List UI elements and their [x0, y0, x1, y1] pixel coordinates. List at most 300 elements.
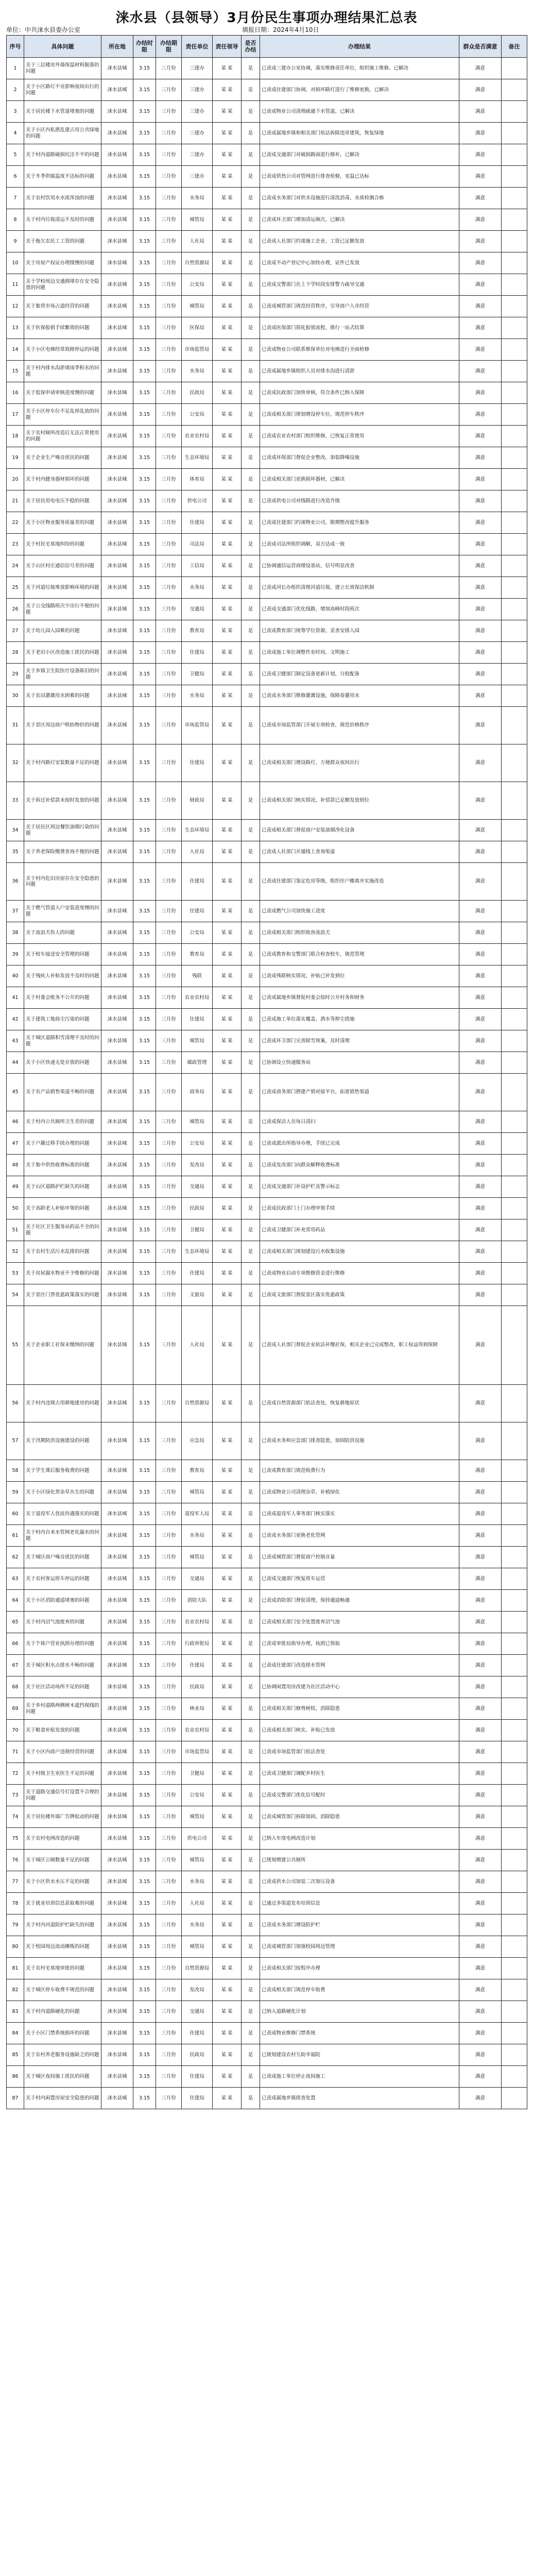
cell-issue: 关于河道垃圾堆放影响环境的问题: [24, 577, 101, 599]
cell-deadline: 3.15: [133, 555, 156, 577]
cell-remark: [502, 1785, 527, 1806]
cell-deadline: 3.15: [133, 901, 156, 922]
cell-deadline: 3.15: [133, 1979, 156, 2001]
cell-location: 涞水县城: [101, 274, 133, 296]
cell-unit: 林业局: [182, 1698, 213, 1720]
cell-remark: [502, 296, 527, 317]
cell-result: 已责成市场监管部门开展专项检查，规范价格秩序: [260, 707, 459, 744]
cell-issue: 关于学生课后服务收费的问题: [24, 1460, 101, 1482]
cell-remark: [502, 685, 527, 707]
cell-unit: 市场监管局: [182, 339, 213, 361]
cell-deadline: 3.15: [133, 1241, 156, 1263]
cell-location: 涞水县城: [101, 1676, 133, 1698]
table-row: [7, 1590, 527, 1612]
fill-date-label: 填报日期：2024年4月10日: [242, 26, 319, 33]
cell-status: 是: [242, 1893, 260, 1914]
cell-index: 3: [7, 101, 24, 123]
cell-leader: 某 某: [213, 1612, 242, 1633]
cell-satisfaction: 满意: [459, 1590, 502, 1612]
cell-location: 涞水县城: [101, 1111, 133, 1133]
cell-issue: 关于汛期防洪设施建设的问题: [24, 1422, 101, 1460]
cell-status: 是: [242, 296, 260, 317]
cell-issue: 关于城区停车收费不规范的问题: [24, 1979, 101, 2001]
cell-issue: 关于集贸市场占道经营的问题: [24, 296, 101, 317]
cell-location: 涞水县城: [101, 1385, 133, 1422]
cell-leader: 某 某: [213, 209, 242, 231]
cell-location: 涞水县城: [101, 1306, 133, 1385]
cell-result: 已责成相关部门规划建设污水收集设施: [260, 1241, 459, 1263]
cell-satisfaction: 满意: [459, 339, 502, 361]
table-row: [7, 188, 527, 209]
cell-unit: 水务局: [182, 577, 213, 599]
cell-status: 是: [242, 1460, 260, 1482]
cell-index: 74: [7, 1806, 24, 1828]
table-row: [7, 512, 527, 534]
cell-satisfaction: 满意: [459, 79, 502, 101]
cell-deadline: 3.15: [133, 1198, 156, 1219]
cell-index: 19: [7, 447, 24, 469]
cell-deadline: 3.15: [133, 863, 156, 901]
cell-leader: 某 某: [213, 1052, 242, 1074]
cell-location: 涞水县城: [101, 901, 133, 922]
cell-deadline: 3.15: [133, 1176, 156, 1198]
cell-location: 涞水县城: [101, 1785, 133, 1806]
cell-deadline: 3.15: [133, 166, 156, 188]
cell-remark: [502, 1871, 527, 1893]
cell-location: 涞水县城: [101, 1914, 133, 1936]
cell-unit: 城管局: [182, 296, 213, 317]
cell-unit: 邮政管理: [182, 1052, 213, 1074]
cell-issue: 关于粮食补贴发放的问题: [24, 1720, 101, 1741]
cell-status: 是: [242, 1741, 260, 1763]
cell-remark: [502, 1958, 527, 1979]
cell-satisfaction: 满意: [459, 382, 502, 404]
cell-leader: 某 某: [213, 1720, 242, 1741]
cell-satisfaction: 满意: [459, 1676, 502, 1698]
cell-status: 是: [242, 1198, 260, 1219]
table-row: [7, 317, 527, 339]
cell-leader: 某 某: [213, 1284, 242, 1306]
cell-remark: [502, 664, 527, 685]
cell-deadline: 3.15: [133, 642, 156, 664]
cell-deadline: 3.15: [133, 296, 156, 317]
cell-issue: 关于校车接送安全管理的问题: [24, 944, 101, 965]
cell-location: 涞水县城: [101, 1828, 133, 1850]
cell-index: 27: [7, 620, 24, 642]
cell-issue: 关于公交线路班次少出行不便的问题: [24, 599, 101, 620]
cell-deadline: 3.15: [133, 685, 156, 707]
cell-leader: 某 某: [213, 490, 242, 512]
cell-remark: [502, 1263, 527, 1284]
cell-result: 已责成物业维修门禁系统: [260, 2023, 459, 2044]
cell-unit: 体育局: [182, 469, 213, 490]
cell-status: 是: [242, 1979, 260, 2001]
cell-leader: 某 某: [213, 231, 242, 252]
cell-period: 三月份: [156, 1263, 182, 1284]
table-row: [7, 1785, 527, 1806]
cell-result: 已责成水务部门维修灌溉设施，保障春灌用水: [260, 685, 459, 707]
cell-deadline: 3.15: [133, 2066, 156, 2088]
cell-index: 16: [7, 382, 24, 404]
cell-index: 4: [7, 123, 24, 144]
cell-location: 涞水县城: [101, 469, 133, 490]
cell-leader: 某 某: [213, 577, 242, 599]
cell-leader: 某 某: [213, 512, 242, 534]
cell-location: 涞水县城: [101, 1893, 133, 1914]
cell-unit: 教育局: [182, 944, 213, 965]
cell-location: 涞水县城: [101, 1850, 133, 1871]
cell-leader: 某 某: [213, 1676, 242, 1698]
table-row: [7, 58, 527, 79]
cell-period: 三月份: [156, 965, 182, 987]
cell-satisfaction: 满意: [459, 1979, 502, 2001]
cell-satisfaction: 满意: [459, 1030, 502, 1052]
cell-period: 三月份: [156, 469, 182, 490]
cell-remark: [502, 101, 527, 123]
cell-location: 涞水县城: [101, 1460, 133, 1482]
cell-index: 7: [7, 188, 24, 209]
cell-status: 是: [242, 1655, 260, 1676]
cell-location: 涞水县城: [101, 1741, 133, 1763]
cell-unit: 教育局: [182, 620, 213, 642]
cell-issue: 关于社区卫生服务站药品不全的问题: [24, 1219, 101, 1241]
cell-deadline: 3.15: [133, 744, 156, 782]
cell-deadline: 3.15: [133, 922, 156, 944]
cell-status: 是: [242, 664, 260, 685]
cell-period: 三月份: [156, 1958, 182, 1979]
cell-period: 三月份: [156, 1741, 182, 1763]
cell-satisfaction: 满意: [459, 404, 502, 426]
cell-period: 三月份: [156, 404, 182, 426]
cell-remark: [502, 1482, 527, 1503]
cell-result: 已责成属地乡镇督促村委会按时公开村务和财务: [260, 987, 459, 1009]
cell-issue: 关于山区道路护栏缺失的问题: [24, 1176, 101, 1198]
table-row: [7, 1698, 527, 1720]
cell-location: 涞水县城: [101, 1030, 133, 1052]
cell-issue: 关于村内危旧房屋存在安全隐患的问题: [24, 863, 101, 901]
cell-satisfaction: 满意: [459, 685, 502, 707]
cell-index: 72: [7, 1763, 24, 1785]
cell-index: 25: [7, 577, 24, 599]
cell-status: 是: [242, 1263, 260, 1284]
cell-deadline: 3.15: [133, 79, 156, 101]
cell-remark: [502, 944, 527, 965]
cell-unit: 住建局: [182, 2088, 213, 2109]
cell-deadline: 3.15: [133, 339, 156, 361]
cell-unit: 司法局: [182, 534, 213, 555]
cell-leader: 某 某: [213, 361, 242, 382]
cell-status: 是: [242, 1785, 260, 1806]
cell-status: 是: [242, 1155, 260, 1176]
cell-period: 三月份: [156, 1568, 182, 1590]
cell-status: 是: [242, 404, 260, 426]
cell-leader: 某 某: [213, 2044, 242, 2066]
cell-status: 是: [242, 209, 260, 231]
cell-index: 44: [7, 1052, 24, 1074]
cell-period: 三月份: [156, 1893, 182, 1914]
cell-unit: 城管局: [182, 1936, 213, 1958]
cell-index: 66: [7, 1633, 24, 1655]
cell-remark: [502, 1720, 527, 1741]
cell-remark: [502, 123, 527, 144]
cell-status: 是: [242, 1133, 260, 1155]
cell-index: 65: [7, 1612, 24, 1633]
cell-location: 涞水县城: [101, 166, 133, 188]
cell-index: 38: [7, 922, 24, 944]
cell-period: 三月份: [156, 555, 182, 577]
cell-location: 涞水县城: [101, 534, 133, 555]
cell-leader: 某 某: [213, 1914, 242, 1936]
col-header: 责任领导: [213, 36, 242, 58]
cell-period: 三月份: [156, 2088, 182, 2109]
cell-remark: [502, 1052, 527, 1074]
cell-status: 是: [242, 1828, 260, 1850]
table-row: [7, 252, 527, 274]
cell-issue: 关于居民用电电压不稳的问题: [24, 490, 101, 512]
cell-issue: 关于村内排水沟淤堵雨季积水的问题: [24, 361, 101, 382]
cell-result: 已责成人社部门约谈施工企业，工资已足额发放: [260, 231, 459, 252]
cell-deadline: 3.15: [133, 1741, 156, 1763]
cell-location: 涞水县城: [101, 782, 133, 820]
cell-period: 三月份: [156, 642, 182, 664]
cell-leader: 某 某: [213, 2088, 242, 2109]
cell-index: 76: [7, 1850, 24, 1871]
cell-deadline: 3.15: [133, 447, 156, 469]
cell-satisfaction: 满意: [459, 1263, 502, 1284]
cell-issue: 关于户籍迁移手续办理的问题: [24, 1133, 101, 1155]
cell-unit: 工信局: [182, 555, 213, 577]
cell-location: 涞水县城: [101, 685, 133, 707]
cell-leader: 某 某: [213, 1763, 242, 1785]
cell-unit: 医保局: [182, 317, 213, 339]
cell-deadline: 3.15: [133, 1850, 156, 1871]
cell-result: 已责成相关部门增设路灯，方便群众夜间出行: [260, 744, 459, 782]
cell-index: 37: [7, 901, 24, 922]
cell-result: 已责成交通部门对破损路面进行修补，已解决: [260, 144, 459, 166]
cell-remark: [502, 1385, 527, 1422]
cell-period: 三月份: [156, 79, 182, 101]
col-header: 备注: [502, 36, 527, 58]
cell-period: 三月份: [156, 2044, 182, 2066]
cell-remark: [502, 1009, 527, 1030]
cell-result: 已责成发改部门向群众解释收费标准: [260, 1155, 459, 1176]
cell-deadline: 3.15: [133, 1698, 156, 1720]
cell-location: 涞水县城: [101, 1936, 133, 1958]
table-row: [7, 1655, 527, 1676]
cell-unit: 退役军人局: [182, 1503, 213, 1525]
cell-period: 三月份: [156, 188, 182, 209]
cell-result: 已责成农业农村部门组织维修，已恢复正常使用: [260, 426, 459, 447]
cell-index: 56: [7, 1385, 24, 1422]
cell-result: 已责成相关部门按程序办理: [260, 1958, 459, 1979]
cell-location: 涞水县城: [101, 2066, 133, 2088]
cell-satisfaction: 满意: [459, 1111, 502, 1133]
cell-satisfaction: 满意: [459, 1633, 502, 1655]
col-header: 群众是否满意: [459, 36, 502, 58]
cell-remark: [502, 231, 527, 252]
cell-unit: 城管局: [182, 1806, 213, 1828]
table-row: [7, 744, 527, 782]
cell-remark: [502, 1828, 527, 1850]
cell-remark: [502, 1503, 527, 1525]
cell-index: 59: [7, 1482, 24, 1503]
table-row: [7, 166, 527, 188]
cell-index: 53: [7, 1263, 24, 1284]
cell-status: 是: [242, 1850, 260, 1871]
cell-location: 涞水县城: [101, 79, 133, 101]
cell-issue: 关于小区物业服务质量差的问题: [24, 512, 101, 534]
cell-period: 三月份: [156, 1763, 182, 1785]
cell-unit: 民政局: [182, 1676, 213, 1698]
cell-deadline: 3.15: [133, 1133, 156, 1155]
cell-leader: 某 某: [213, 1525, 242, 1547]
cell-deadline: 3.15: [133, 1074, 156, 1111]
cell-status: 是: [242, 1676, 260, 1698]
cell-issue: 关于景区周边商户哄抬物价的问题: [24, 707, 101, 744]
cell-location: 涞水县城: [101, 1612, 133, 1633]
cell-index: 45: [7, 1074, 24, 1111]
cell-index: 39: [7, 944, 24, 965]
cell-satisfaction: 满意: [459, 2001, 502, 2023]
cell-location: 涞水县城: [101, 404, 133, 426]
cell-result: 已责成施工单位落实覆盖、洒水等抑尘措施: [260, 1009, 459, 1030]
cell-unit: 城管局: [182, 209, 213, 231]
cell-status: 是: [242, 101, 260, 123]
cell-leader: 某 某: [213, 2023, 242, 2044]
cell-status: 是: [242, 2023, 260, 2044]
cell-index: 85: [7, 2044, 24, 2066]
cell-result: 已责成环卫部门增加清运频次，已解决: [260, 209, 459, 231]
cell-deadline: 3.15: [133, 965, 156, 987]
table-row: [7, 1720, 527, 1741]
cell-deadline: 3.15: [133, 361, 156, 382]
cell-status: 是: [242, 2088, 260, 2109]
summary-table: [6, 35, 527, 2109]
table-row: [7, 1176, 527, 1198]
cell-satisfaction: 满意: [459, 642, 502, 664]
cell-satisfaction: 满意: [459, 512, 502, 534]
table-row: [7, 664, 527, 685]
table-row: [7, 1525, 527, 1547]
table-row: [7, 534, 527, 555]
cell-status: 是: [242, 744, 260, 782]
cell-remark: [502, 1850, 527, 1871]
cell-location: 涞水县城: [101, 317, 133, 339]
table-row: [7, 2088, 527, 2109]
cell-status: 是: [242, 1306, 260, 1385]
cell-remark: [502, 1241, 527, 1263]
table-row: [7, 1871, 527, 1893]
cell-unit: 公安局: [182, 274, 213, 296]
cell-remark: [502, 820, 527, 841]
cell-deadline: 3.15: [133, 664, 156, 685]
cell-index: 1: [7, 58, 24, 79]
cell-result: 已责成卫健部门补充常用药品: [260, 1219, 459, 1241]
cell-satisfaction: 满意: [459, 1763, 502, 1785]
cell-leader: 某 某: [213, 1385, 242, 1422]
cell-satisfaction: 满意: [459, 1612, 502, 1633]
cell-period: 三月份: [156, 707, 182, 744]
cell-period: 三月份: [156, 1052, 182, 1074]
cell-remark: [502, 1655, 527, 1676]
cell-result: 已责成供热公司对管网进行排查检修，室温已达标: [260, 166, 459, 188]
cell-unit: 住建局: [182, 863, 213, 901]
cell-period: 三月份: [156, 274, 182, 296]
table-row: [7, 965, 527, 987]
cell-leader: 某 某: [213, 820, 242, 841]
cell-location: 涞水县城: [101, 101, 133, 123]
cell-satisfaction: 满意: [459, 1828, 502, 1850]
cell-satisfaction: 满意: [459, 1525, 502, 1547]
cell-status: 是: [242, 1009, 260, 1030]
cell-period: 三月份: [156, 664, 182, 685]
cell-location: 涞水县城: [101, 123, 133, 144]
cell-status: 是: [242, 1612, 260, 1633]
cell-index: 57: [7, 1422, 24, 1460]
cell-deadline: 3.15: [133, 274, 156, 296]
cell-result: 已责成民政部门上门办理申领手续: [260, 1198, 459, 1219]
cell-issue: 关于农村生活污水乱排的问题: [24, 1241, 101, 1263]
table-row: [7, 685, 527, 707]
cell-deadline: 3.15: [133, 1306, 156, 1385]
cell-index: 5: [7, 144, 24, 166]
cell-status: 是: [242, 863, 260, 901]
cell-result: 已纳入道路硬化计划: [260, 2001, 459, 2023]
cell-unit: 交通局: [182, 599, 213, 620]
cell-leader: 某 某: [213, 1074, 242, 1111]
cell-satisfaction: 满意: [459, 863, 502, 901]
cell-leader: 某 某: [213, 863, 242, 901]
cell-index: 21: [7, 490, 24, 512]
cell-location: 涞水县城: [101, 231, 133, 252]
cell-index: 43: [7, 1030, 24, 1052]
cell-unit: 残联: [182, 965, 213, 987]
page-title: 涞水县（县领导）3月份民生事项办理结果汇总表: [115, 10, 418, 26]
cell-issue: 关于小区消防通道堵塞的问题: [24, 1590, 101, 1612]
cell-unit: 水务局: [182, 1914, 213, 1936]
cell-period: 三月份: [156, 944, 182, 965]
cell-deadline: 3.15: [133, 841, 156, 863]
col-header: 序号: [7, 36, 24, 58]
cell-leader: 某 某: [213, 1741, 242, 1763]
cell-result: 已责成相关部门核实，补贴已发放: [260, 1720, 459, 1741]
cell-deadline: 3.15: [133, 1460, 156, 1482]
table-row: [7, 1241, 527, 1263]
table-row: [7, 1958, 527, 1979]
cell-remark: [502, 166, 527, 188]
cell-period: 三月份: [156, 1030, 182, 1052]
cell-result: 已规划建设农村互助幸福院: [260, 2044, 459, 2066]
cell-result: 已责成残联核实情况，补贴已补发到位: [260, 965, 459, 987]
table-row: [7, 79, 527, 101]
cell-period: 三月份: [156, 1655, 182, 1676]
cell-deadline: 3.15: [133, 490, 156, 512]
cell-period: 三月份: [156, 1871, 182, 1893]
cell-index: 47: [7, 1133, 24, 1155]
cell-period: 三月份: [156, 1979, 182, 2001]
cell-remark: [502, 620, 527, 642]
cell-status: 是: [242, 2044, 260, 2066]
table-row: [7, 599, 527, 620]
cell-remark: [502, 469, 527, 490]
cell-unit: 民政局: [182, 1198, 213, 1219]
cell-deadline: 3.15: [133, 1612, 156, 1633]
cell-result: 已责成派出所指导办理，手续已完成: [260, 1133, 459, 1155]
table-row: [7, 1306, 527, 1385]
cell-satisfaction: 满意: [459, 782, 502, 820]
cell-remark: [502, 1676, 527, 1698]
cell-deadline: 3.15: [133, 404, 156, 426]
